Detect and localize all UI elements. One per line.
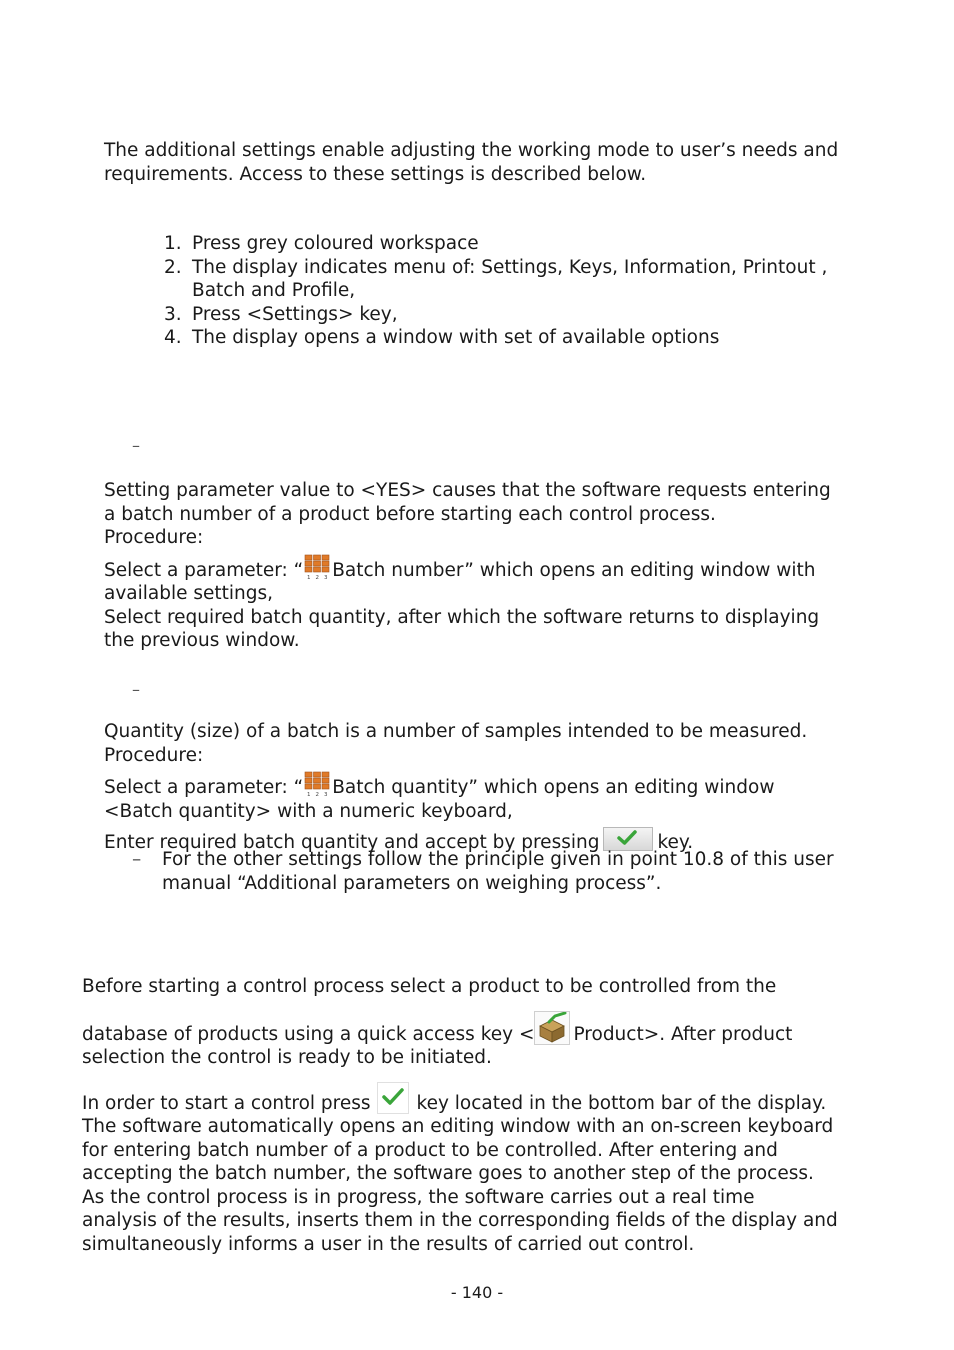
control-process-section: [82, 975, 882, 1256]
step-text-cont: Batch and Profile,: [192, 280, 356, 301]
bullet-dash: –: [132, 849, 142, 870]
step-number: 4.: [164, 327, 182, 348]
intro-paragraph: [104, 139, 838, 186]
batch-number-line-5: Select required batch quantity, after which the software returns to displaying: [104, 606, 820, 628]
control-line-4: [82, 1082, 882, 1116]
control-line-6: for entering batch number of a product to be controlled. After entering and: [82, 1139, 778, 1161]
select-suffix: Batch quantity” which opens an editing window: [332, 777, 775, 798]
batch-quantity-select-line: [104, 771, 807, 800]
svg-text:3: 3: [324, 792, 328, 797]
bullet-line-2: manual “Additional parameters on weighing process”.: [162, 872, 662, 894]
section-dash: –: [132, 436, 140, 455]
select-prefix: Select a parameter: “: [104, 559, 304, 581]
control-line-1: Before starting a control process select a product to be controlled from the: [82, 976, 777, 997]
enter-prefix: Enter required batch quantity and accept by pressing: [104, 832, 600, 853]
select-prefix: Select a parameter: “: [104, 777, 304, 798]
select-suffix: Batch number” which opens an editing window with: [332, 559, 816, 581]
batch-grid-icon: [304, 771, 330, 797]
bullet-line-1: For the other settings follow the principle given in point 10.8 of this user: [162, 849, 834, 870]
start-check-icon: [377, 1082, 409, 1114]
svg-text:1: 1: [307, 792, 311, 797]
intro-line-2: requirements. Access to these settings is described below.: [104, 163, 647, 185]
intro-line-1: The additional settings enable adjusting the working mode to user’s needs and: [104, 140, 839, 161]
batch-number-line-4: available settings,: [104, 583, 274, 604]
batch-number-section: [104, 479, 831, 653]
step-item: [164, 326, 827, 350]
control-line-9: analysis of the results, inserts them in the corresponding fields of the display and: [82, 1210, 838, 1231]
step-item: [164, 256, 827, 303]
batch-number-procedure: Procedure:: [104, 527, 204, 548]
svg-text:3: 3: [324, 574, 328, 580]
svg-text:1: 1: [307, 574, 311, 580]
batch-quantity-line-1: Quantity (size) of a batch is a number of samples intended to be measured.: [104, 721, 808, 742]
line2-prefix: database of products using a quick access key <: [82, 1023, 535, 1045]
product-box-icon: [534, 1011, 570, 1045]
enter-suffix: key.: [657, 832, 694, 853]
batch-number-line-1: Setting parameter value to <YES> causes that the software requests entering: [104, 480, 831, 501]
batch-quantity-section: [104, 720, 807, 855]
step-number: 1.: [164, 233, 182, 254]
step-number: 2.: [164, 256, 182, 278]
batch-quantity-line-3: <Batch quantity> with a numeric keyboard,: [104, 800, 513, 822]
batch-number-line-6: the previous window.: [104, 630, 300, 651]
batch-quantity-procedure: Procedure:: [104, 744, 204, 766]
control-line-7: accepting the batch number, the software goes to another step of the process.: [82, 1163, 814, 1184]
svg-text:2: 2: [315, 574, 320, 580]
step-number: 3.: [164, 303, 182, 325]
section-dash: –: [132, 680, 140, 699]
control-line-2: [82, 1011, 882, 1047]
control-line-8: As the control process is in progress, the software carries out a real time: [82, 1186, 755, 1208]
step-text: The display opens a window with set of available options: [192, 327, 720, 348]
line4-suffix: key located in the bottom bar of the display.: [416, 1092, 827, 1114]
svg-text:2: 2: [315, 792, 320, 797]
settings-steps-list: [164, 232, 827, 350]
batch-number-line-2: a batch number of a product before starting each control process.: [104, 503, 716, 525]
batch-number-select-line: [104, 554, 831, 583]
step-text: The display indicates menu of: Settings, Keys, Information, Printout ,: [192, 256, 828, 278]
line2-suffix: Product>. After product: [573, 1023, 793, 1045]
step-text: Press <Settings> key,: [192, 303, 398, 325]
control-line-3: selection the control is ready to be initiated.: [82, 1047, 492, 1068]
batch-grid-icon: [304, 554, 330, 580]
step-item: [164, 303, 827, 327]
control-line-5: The software automatically opens an editing window with an on-screen keyboard: [82, 1116, 834, 1137]
other-settings-bullet: [104, 848, 894, 895]
line4-prefix: In order to start a control press: [82, 1092, 371, 1114]
control-line-10: simultaneously informs a user in the results of carried out control.: [82, 1233, 695, 1255]
step-text: Press grey coloured workspace: [192, 233, 479, 254]
step-item: [164, 232, 827, 256]
page-number: - 140 -: [450, 1283, 504, 1302]
